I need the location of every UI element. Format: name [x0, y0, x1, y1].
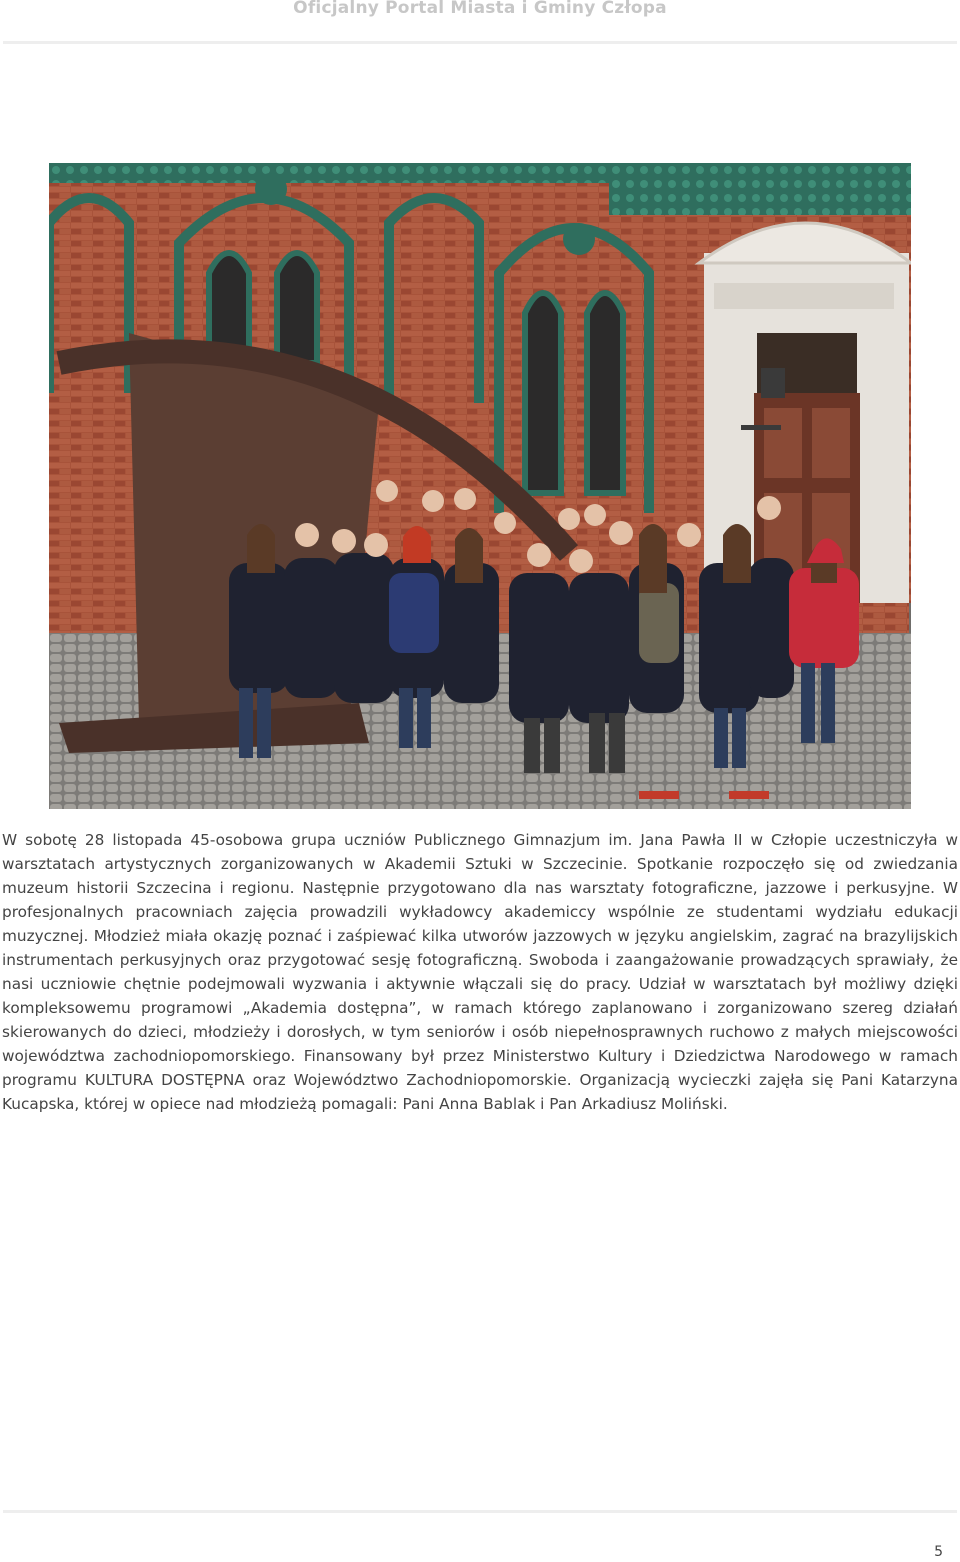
header-divider: [3, 41, 957, 44]
site-title[interactable]: Oficjalny Portal Miasta i Gminy Człopa: [293, 0, 667, 18]
page-number: 5: [934, 1544, 943, 1560]
page-header: [0, 0, 960, 44]
article-body: W sobotę 28 listopada 45-osobowa grupa uczniów Publicznego Gimnazjum im. Jana Pawła II w Człopie uczestniczyła w warsztatach artystycznych zorganizowanych w Akademii Sztuki w Szczecinie. Spotkanie rozpoczęło się od zwiedzania muzeum historii Szczecina i regionu. Następnie przygotowano dla nas warsztaty fotograficzne, jazzowe i perkusyjne. W profesjonalnych pracowniach zajęcia prowadzili wykładowcy akademiccy wspólnie ze studentami wydziału edukacji muzycznej. Młodzież miała okazję poznać i zaśpiewać kilka utworów jazzowych w języku angielskim, zagrać na brazylijskich instrumentach perkusyjnych oraz przygotować sesję fotograficzną. Swoboda i zaangażowanie prowadzących sprawiały, że nasi uczniowie chętnie podejmowali wyzwania i aktywnie włączali się do pracy. Udział w warsztatach był możliwy dzięki kompleksowemu programowi „Akademia dostępna”, w ramach którego zaplanowano i zorganizowano szereg działań skierowanych do dzieci, młodzieży i dorosłych, w tym seniorów i osób niepełnosprawnych ruchowo z małych miejscowości województwa zachodniopomorskiego. Finansowany był przez Ministerstwo Kultury i Dziedzictwa Narodowego w ramach programu KULTURA DOSTĘPNA oraz Województwo Zachodniopomorskie. Organizacją wycieczki zajęła się Pani Katarzyna Kucapska, której w opiece nad młodzieżą pomagali: Pani Anna Bablak i Pan Arkadiusz Moliński.: [2, 831, 958, 1113]
group-photo-image: [49, 163, 911, 809]
footer-divider: [3, 1510, 957, 1513]
